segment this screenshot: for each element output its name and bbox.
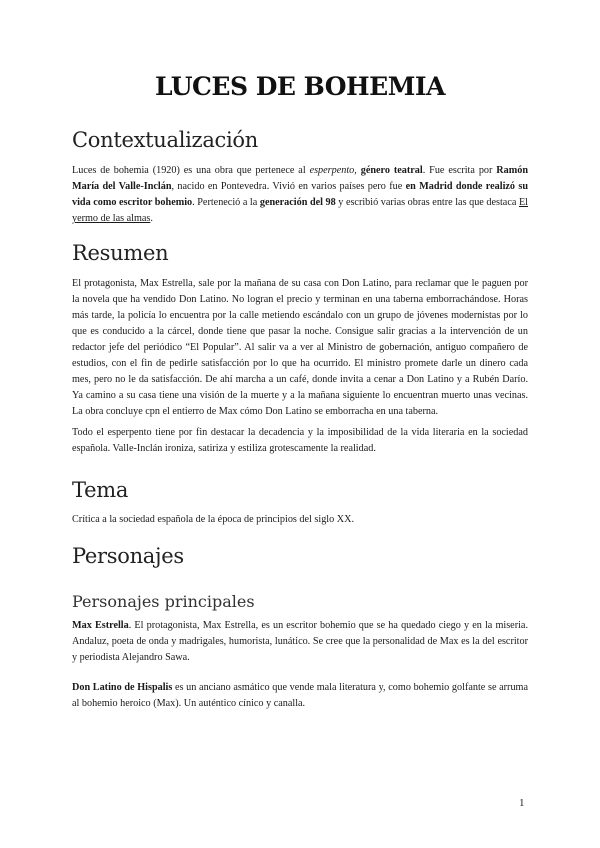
work-title-link: El yermo de las almas <box>72 197 528 224</box>
document-title: LUCES DE BOHEMIA <box>155 72 445 101</box>
subheading-personajes-principales: Personajes principales <box>72 592 255 611</box>
paragraph-resumen-2: Todo el esperpento tiene por fin destacar la decadencia y la imposibilidad de la vida literaria en la sociedad española. Valle-Inclán ironiza, satiriza y estiliza grotescamente la realidad. <box>72 427 528 454</box>
paragraph-don-latino: Don Latino de Hispalis es un anciano asmático que vende mala literatura y, como bohemio golfante se arruma al bohemio heroico (Max). Un auténtico cínico y canalla. <box>72 682 528 709</box>
heading-contextualizacion: Contextualización <box>72 128 258 152</box>
heading-personajes: Personajes <box>72 544 184 568</box>
paragraph-resumen-1: El protagonista, Max Estrella, sale por la mañana de su casa con Don Latino, para reclamar que le paguen por la novela que ha vendido Don Latino. No logran el precio y terminan en una taberna emborrachándose. Horas más tarde, la policía lo encuentra por la calle metiendo escándalo con un grupo de jóvenes modernistas por lo que es conducido a la cárcel, donde tiene que pasar la noche. Consigue salir gracias a la intervención de un redactor jefe del periódico “El Popular”. Al salir va a ver al Ministro de gobernación, antiguo compañero de estudios, con el fin de pedirle satisfacción por lo que ha ocurrido. El ministro promete darle un dinero cada mes, pero no le da satisfacción. De ahí marcha a un café, donde invita a cenar a Don Latino y a Rubén Darío. Ya camino a su casa tiene una visión de la muerte y a la mañana siguiente lo encuentran muerto unas vecinas. La obra concluye cpn el entierro de Max cómo Don Latino se emborracha en una taberna. <box>72 278 528 417</box>
paragraph-tema: Crítica a la sociedad española de la época de principios del siglo XX. <box>72 514 355 525</box>
heading-resumen: Resumen <box>72 241 169 265</box>
paragraph-contextualizacion: Luces de bohemia (1920) es una obra que pertenece al esperpento, género teatral. Fue escrita por Ramón María del Valle-Inclán, nacido en Pontevedra. Vivió en varios países pero fue en Madrid donde realizó su vida como escritor bohemio. Perteneció a la generación del 98 y escribió varias obras entre las que destaca El yermo de las almas. <box>72 165 529 224</box>
paragraph-max-estrella: Max Estrella. El protagonista, Max Estrella, es un escritor bohemio que se ha quedado ciego y en la miseria. Andaluz, poeta de onda y madrigales, humorista, lunático. Se cree que la personalidad de Max es la del escritor y periodista Alejandro Sawa. <box>72 620 528 663</box>
heading-tema: Tema <box>72 478 129 502</box>
page-number: 1 <box>519 797 525 809</box>
